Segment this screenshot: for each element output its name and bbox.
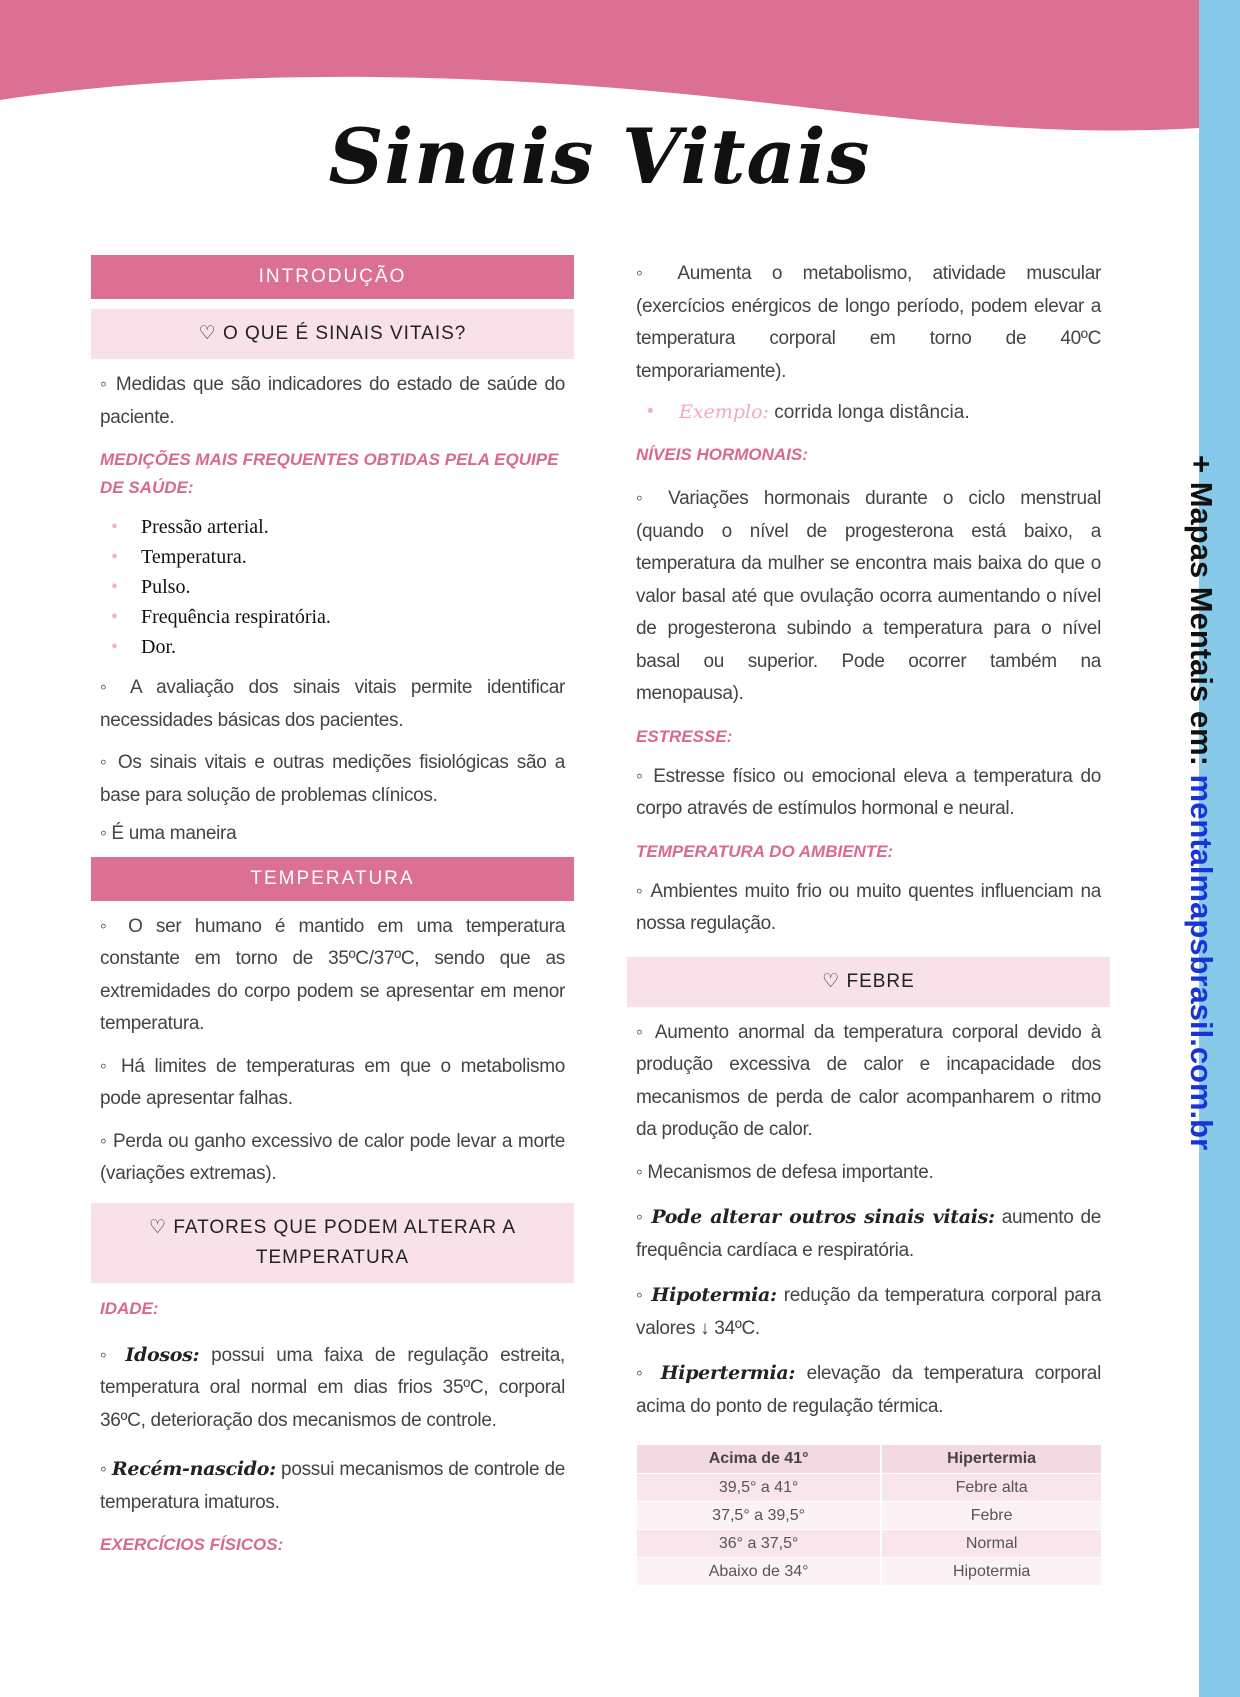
keyword: Hipertermia:	[660, 1362, 796, 1384]
list-item: • Temperatura.	[111, 542, 574, 572]
subheader-what-is	[91, 309, 574, 359]
table-row	[637, 1474, 1102, 1502]
paragraph: ◦ Variações hormonais durante o ciclo menstrual (quando o nível de progesterona está baixo, a temperatura da mulher se encontra mais baixa do que o valor basal até que ovulação ocorra aumentando o nível de progesterona subindo a temperatura para o nível basal ou superior. Pode ocorrer também na menopausa).	[636, 488, 1101, 704]
section-header-temperature: TEMPERATURA	[91, 857, 574, 901]
table-cell: Febre	[881, 1502, 1102, 1530]
table-row	[637, 1558, 1102, 1586]
section-label: EXERCÍCIOS FÍSICOS:	[100, 1535, 284, 1554]
table-header-cell: Acima de 41°	[637, 1445, 881, 1474]
paragraph: ◦ Há limites de temperaturas em que o metabolismo pode apresentar falhas.	[100, 1055, 565, 1109]
subheader-label: O QUE É SINAIS VITAIS?	[222, 323, 467, 344]
paragraph-text: possui mecanismos de controle de temperatura imaturos.	[100, 1459, 565, 1513]
paragraph: ◦ Os sinais vitais e outras medições fisiológicas são a base para solução de problemas clínicos.	[100, 752, 565, 806]
example-item	[647, 396, 1110, 429]
list-item: • Frequência respiratória.	[111, 602, 574, 632]
table-row	[637, 1502, 1102, 1530]
paragraph: ◦ Idosos: possui uma faixa de regulação estreita, temperatura oral normal em dias frios 35ºC, corporal 36ºC, deterioração dos mecanismos de controle.	[100, 1343, 565, 1431]
side-banner-prefix: + Mapas Mentais em:	[1184, 455, 1219, 775]
right-column	[627, 258, 1110, 1585]
paragraph-text: aumento de frequência cardíaca e respiratória.	[636, 1207, 1101, 1261]
heart-icon: ♡	[148, 1216, 168, 1238]
section-label: NÍVEIS HORMONAIS:	[636, 445, 808, 464]
subheader-factors	[91, 1203, 574, 1283]
paragraph: ◦ Perda ou ganho excessivo de calor pode levar a morte (variações extremas).	[100, 1130, 565, 1184]
paragraph-text: redução da temperatura corporal para valores ↓ 34ºC.	[636, 1285, 1101, 1339]
paragraph: ◦ Aumenta o metabolismo, atividade muscular (exercícios enérgicos de longo período, podem elevar a temperatura corporal em torno de 40ºC temporariamente).	[636, 263, 1101, 382]
list-item: • Pulso.	[111, 572, 574, 602]
heart-icon: ♡	[198, 323, 217, 344]
paragraph: ◦ Hipotermia: redução da temperatura corporal para valores ↓ 34ºC.	[636, 1284, 1101, 1339]
paragraph: ◦ Hipertermia: elevação da temperatura corporal acima do ponto de regulação térmica.	[636, 1362, 1101, 1417]
paragraph: ◦ Ambientes muito frio ou muito quentes influenciam na nossa regulação.	[636, 880, 1101, 934]
paragraph: ◦ É uma maneira	[100, 823, 237, 844]
paragraph: ◦ Pode alterar outros sinais vitais: aumento de frequência cardíaca e respiratória.	[636, 1206, 1101, 1261]
list-item: • Pressão arterial.	[111, 512, 574, 542]
example-text: corrida longa distância.	[768, 402, 970, 423]
table-cell: 36° a 37,5°	[637, 1530, 881, 1558]
side-banner-text[interactable]	[1183, 455, 1219, 1150]
keyword: Exemplo:	[679, 401, 769, 423]
table-cell: 39,5° a 41°	[637, 1474, 881, 1502]
section-label: ESTRESSE:	[636, 726, 733, 746]
list-item: • Dor.	[111, 632, 574, 662]
section-header-intro: INTRODUÇÃO	[91, 255, 574, 299]
page-title: Sinais Vitais	[328, 112, 871, 201]
subheader-febre	[627, 957, 1110, 1007]
table-cell: Hipotermia	[881, 1558, 1102, 1586]
keyword: Idosos:	[125, 1343, 200, 1366]
side-banner-link[interactable]: mentalmapsbrasil.com.br	[1184, 774, 1219, 1151]
section-label: IDADE:	[100, 1298, 159, 1318]
paragraph: ◦ Recém-nascido: possui mecanismos de controle de temperatura imaturos.	[100, 1458, 565, 1513]
keyword: Hipotermia:	[651, 1284, 777, 1306]
table-cell: 37,5° a 39,5°	[637, 1502, 881, 1530]
paragraph-text: possui uma faixa de regulação estreita, temperatura oral normal em dias frios 35ºC, corporal 36ºC, deterioração dos mecanismos de controle.	[100, 1344, 565, 1431]
measures-list	[111, 512, 574, 662]
section-label: MEDIÇÕES MAIS FREQUENTES OBTIDAS PELA EQUIPE DE SAÚDE:	[100, 450, 559, 497]
paragraph: ◦ O ser humano é mantido em uma temperatura constante em torno de 35ºC/37ºC, sendo que as extremidades do corpo podem se apresentar em menor temperatura.	[100, 915, 565, 1034]
heart-icon: ♡	[822, 970, 841, 992]
keyword: Recém-nascido:	[111, 1458, 276, 1480]
paragraph: ◦ Mecanismos de defesa importante.	[636, 1161, 934, 1183]
table-header-row	[637, 1445, 1102, 1474]
section-label: TEMPERATURA DO AMBIENTE:	[636, 841, 894, 861]
table-row	[637, 1530, 1102, 1558]
left-column	[91, 255, 574, 1559]
paragraph-text: elevação da temperatura corporal acima do ponto de regulação térmica.	[636, 1363, 1101, 1417]
paragraph: ◦ Medidas que são indicadores do estado de saúde do paciente.	[100, 374, 565, 428]
paragraph: ◦ A avaliação dos sinais vitais permite identificar necessidades básicas dos pacientes.	[100, 677, 565, 731]
temperature-table	[637, 1445, 1103, 1585]
table-cell: Normal	[881, 1530, 1102, 1558]
keyword: Pode alterar outros sinais vitais:	[651, 1206, 995, 1228]
paragraph: ◦ Aumento anormal da temperatura corporal devido à produção excessiva de calor e incapacidade dos mecanismos de perda de calor acompanharem o ritmo da produção de calor.	[636, 1021, 1101, 1140]
subheader-label: FEBRE	[846, 970, 915, 992]
table-header-cell: Hipertermia	[881, 1445, 1102, 1474]
paragraph: ◦ Estresse físico ou emocional eleva a temperatura do corpo através de estímulos hormonal e neural.	[636, 765, 1101, 819]
subheader-label: FATORES QUE PODEM ALTERAR A TEMPERATURA	[173, 1216, 517, 1268]
table-cell: Febre alta	[881, 1474, 1102, 1502]
table-cell: Abaixo de 34°	[637, 1558, 881, 1586]
